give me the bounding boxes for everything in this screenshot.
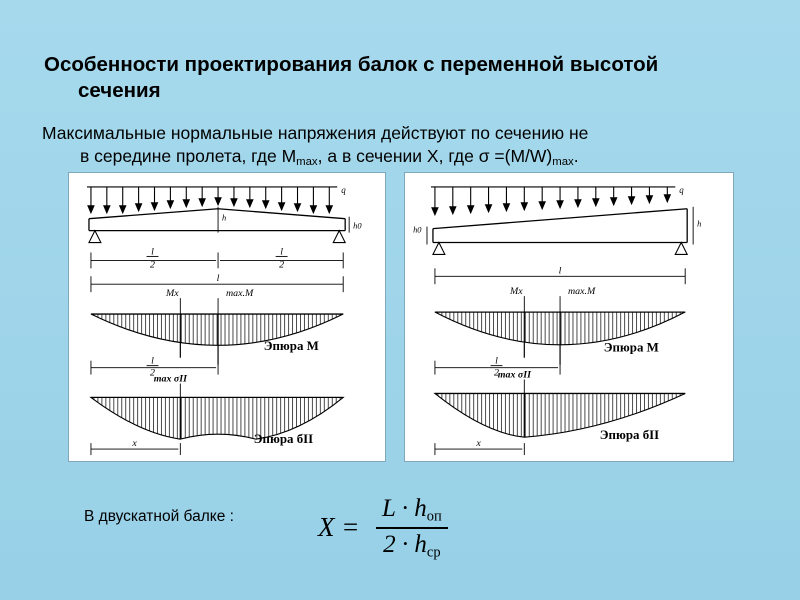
right-half-mark-den: 2 [494, 367, 499, 379]
figure-left-drawing [69, 173, 385, 461]
formula-numerator-sub: оп [426, 508, 442, 525]
left-m-diagram [91, 298, 343, 365]
left-half-mark-den: 2 [150, 367, 156, 379]
left-h-label: h [222, 212, 227, 223]
left-diagram-m-caption: Эпюра М [263, 337, 319, 353]
body-subscript-max-1: max [296, 155, 318, 168]
right-load-label: q [679, 184, 684, 195]
figure-right-drawing [405, 173, 733, 461]
formula-fraction [376, 494, 448, 563]
body-line-1: Максимальные нормальные напряжения действуют по сечению не [42, 123, 589, 143]
formula-denominator [376, 530, 448, 562]
right-beam [433, 209, 687, 243]
left-maxm-label: max.M [226, 288, 254, 300]
left-half-span-1-den: 2 [150, 259, 156, 271]
body-line-2-part-b: , а в сечении Х, где σ =(M/W) [317, 145, 553, 166]
body-paragraph [42, 122, 762, 170]
body-subscript-max-2: max [552, 155, 574, 168]
title-line-1: Особенности проектирования балок с переменной высотой [44, 53, 659, 76]
left-half-span-2-den: 2 [279, 259, 285, 271]
formula-numerator [376, 494, 448, 526]
formula-numerator-text: L · h [382, 495, 427, 522]
left-load-label: q [341, 184, 346, 195]
left-beam [89, 209, 345, 231]
left-x-label: x [132, 438, 137, 450]
right-x-label: x [476, 438, 481, 450]
right-half-mark-num: l [495, 355, 498, 367]
right-max-sigma-label: max σII [497, 369, 531, 381]
right-diagram-m-caption: Эпюра М [603, 339, 659, 355]
left-h0-label: h0 [353, 220, 362, 231]
left-diagram-sigma-caption: Эпюра бII [253, 431, 314, 447]
left-mx-label: Mx [166, 288, 179, 300]
bottom-caption: В двускатной балке : [84, 508, 234, 525]
body-line-2-part-c: . [573, 145, 579, 166]
left-half-mark-num: l [151, 355, 154, 367]
figure-right-panel [404, 172, 734, 462]
right-mx-label: Mx [510, 286, 523, 298]
right-h0-label: h0 [413, 224, 422, 235]
left-span-label: l [216, 273, 220, 285]
right-span-label: l [558, 265, 562, 277]
left-half-span-2-num: l [280, 246, 284, 258]
formula-bar [376, 527, 448, 529]
left-half-span-1-num: l [151, 246, 154, 258]
figure-left-panel [68, 172, 386, 462]
formula-lhs: X = [318, 512, 360, 542]
body-line-2 [42, 145, 762, 170]
left-max-sigma-label: max σII [153, 373, 187, 385]
formula-block [318, 492, 548, 568]
title-line-2: сечения [78, 79, 161, 103]
right-maxm-label: max.M [568, 286, 596, 298]
right-diagram-sigma-caption: Эпюра бII [599, 427, 660, 443]
formula-denominator-text: 2 · h [383, 531, 427, 559]
right-supports [433, 243, 687, 255]
page-title [44, 52, 756, 104]
right-load-arrows [431, 187, 675, 215]
left-supports [89, 231, 345, 243]
formula-denominator-sub: ср [426, 544, 441, 561]
body-line-2-part-a: в середине пролета, где М [80, 145, 297, 166]
right-h-label: h [697, 218, 702, 229]
